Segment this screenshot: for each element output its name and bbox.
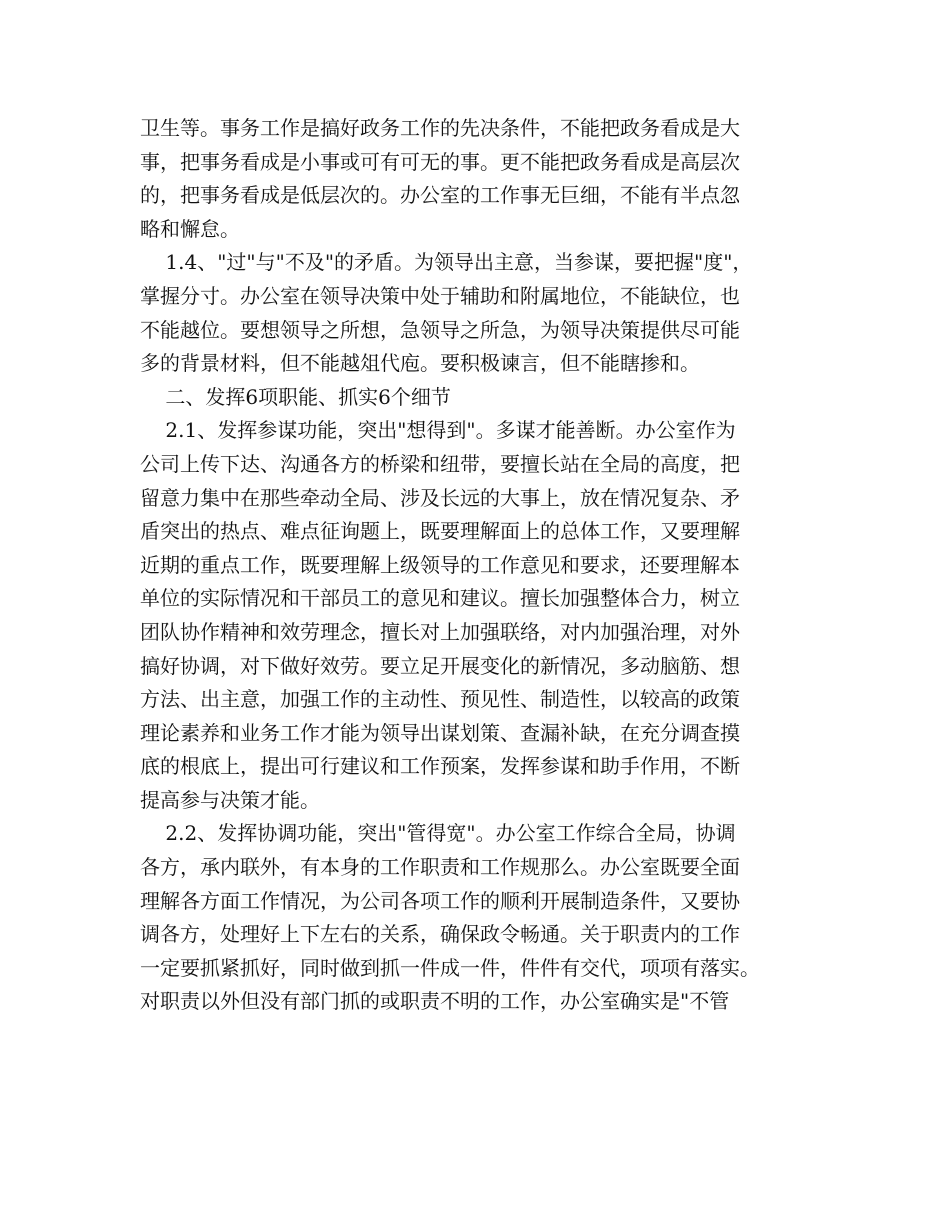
text-line: 搞好协调，对下做好效劳。要立足开展变化的新情况，多动脑筋、想 [140,653,740,678]
document-body [140,112,840,1019]
text-line: 掌握分寸。办公室在领导决策中处于辅助和附属地位，不能缺位，也 [140,283,740,308]
text-line: 留意力集中在那些牵动全局、涉及长远的大事上，放在情况复杂、矛 [140,485,740,510]
text-line: 略和懈怠。 [140,216,240,241]
text-line: 理解各方面工作情况，为公司各项工作的顺利开展制造条件，又要协 [140,888,740,913]
text-line: 理论素养和业务工作才能为领导出谋划策、查漏补缺，在充分调查摸 [140,720,740,745]
text-line: 多的背景材料，但不能越俎代庖。要积极谏言，但不能瞎掺和。 [140,351,700,376]
text-line: 方法、出主意，加强工作的主动性、预见性、制造性，以较高的政策 [140,687,740,712]
text-line: 的，把事务看成是低层次的。办公室的工作事无巨细，不能有半点忽 [140,183,740,208]
text-line: 团队协作精神和效劳理念，擅长对上加强联络，对内加强治理，对外 [140,619,740,644]
section-heading: 二、发挥6项职能、抓实6个细节 [140,384,451,409]
text-line: 对职责以外但没有部门抓的或职责不明的工作，办公室确实是"不管 [140,989,730,1014]
text-line: 一定要抓紧抓好，同时做到抓一件成一件，件件有交代，项项有落实。 [140,955,760,980]
text-line: 事，把事务看成是小事或可有可无的事。更不能把政务看成是高层次 [140,149,740,174]
text-line: 底的根底上，提出可行建议和工作预案，发挥参谋和助手作用，不断 [140,754,740,779]
text-line: 公司上传下达、沟通各方的桥梁和纽带，要擅长站在全局的高度，把 [140,451,740,476]
text-line: 卫生等。事务工作是搞好政务工作的先决条件，不能把政务看成是大 [140,116,740,140]
text-line: 2.1、发挥参谋功能，突出"想得到"。多谋才能善断。办公室作为 [140,418,736,443]
text-line: 1.4、"过"与"不及"的矛盾。为领导出主意，当参谋，要把握"度"， [140,250,753,275]
text-line: 调各方，处理好上下左右的关系，确保政令畅通。关于职责内的工作 [140,922,740,947]
text-line: 盾突出的热点、难点征询题上，既要理解面上的总体工作，又要理解 [140,519,740,544]
text-line: 2.2、发挥协调功能，突出"管得宽"。办公室工作综合全局，协调 [140,821,736,846]
text-line: 近期的重点工作，既要理解上级领导的工作意见和要求，还要理解本 [140,552,740,577]
text-line: 单位的实际情况和干部员工的意见和建议。擅长加强整体合力，树立 [140,586,740,611]
text-line: 不能越位。要想领导之所想，急领导之所急，为领导决策提供尽可能 [140,317,740,342]
text-line: 提高参与决策才能。 [140,787,320,812]
text-line: 各方，承内联外，有本身的工作职责和工作规那么。办公室既要全面 [140,855,740,880]
